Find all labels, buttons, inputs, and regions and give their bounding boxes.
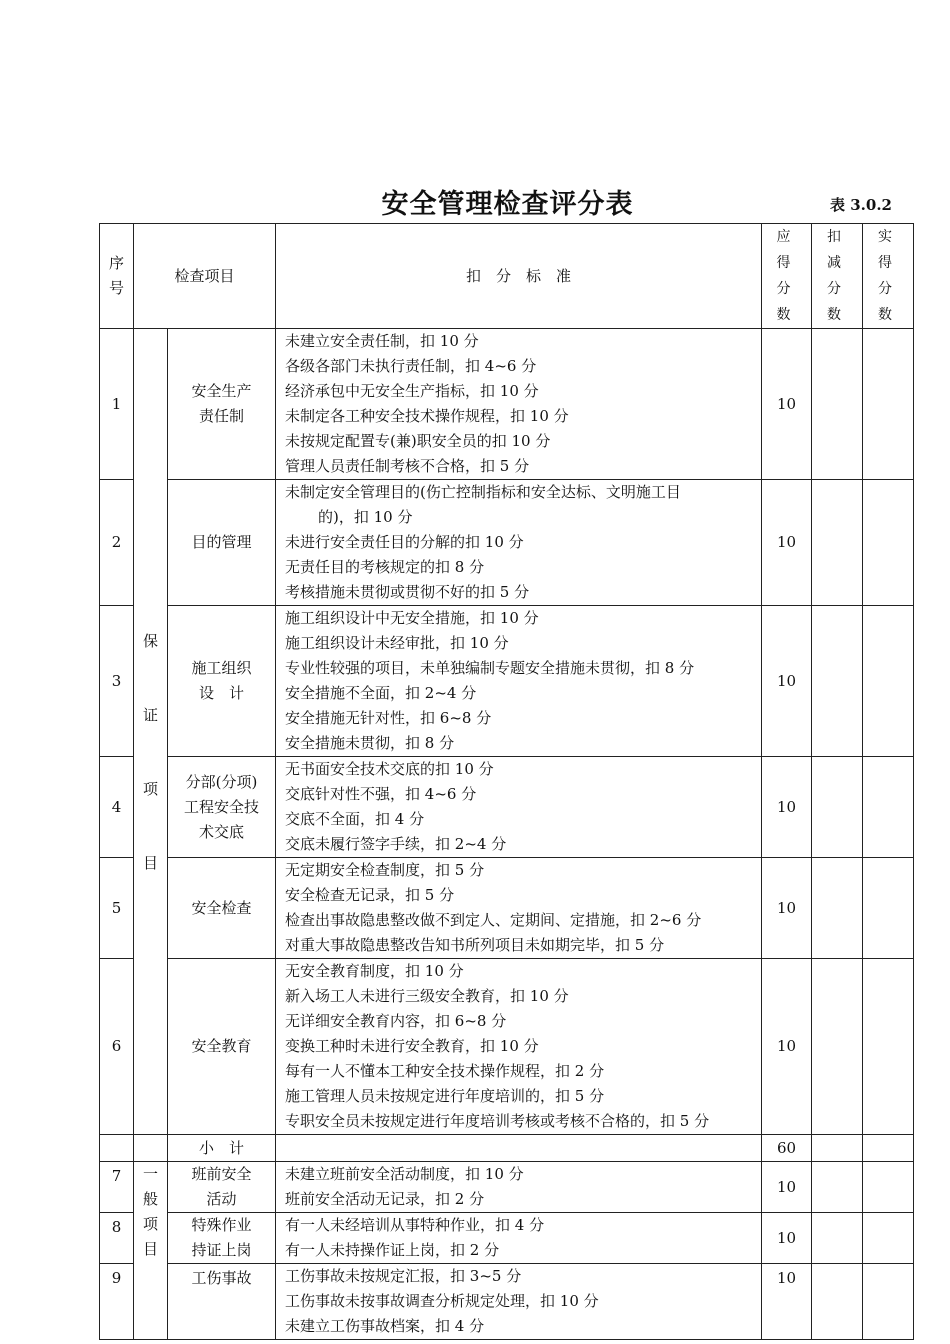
document-title: 安全管理检查评分表: [381, 189, 634, 220]
subtotal-criteria-cell: [276, 1135, 762, 1162]
subtotal-row: [100, 1135, 914, 1162]
table-row: [100, 1162, 914, 1213]
row-criteria: 无安全教育制度，扣 10 分 新入场工人未进行三级安全教育，扣 10 分 无详细安全教育内容，扣 6~8 分 变换工种时未进行安全教育，扣 10 分 每有一人不懂本工种安全技术操作规程，扣 2 分 施工管理人员未按规定进行年度培训的，扣 5 分 专职安全员未按规定进行年度培训考核或考核不合格的，扣 5 分: [276, 959, 762, 1135]
scoring-table: [99, 223, 914, 1340]
row-actual-cell[interactable]: [863, 959, 914, 1135]
row-score: 10: [762, 858, 812, 959]
row-deduct-cell[interactable]: [812, 757, 863, 858]
category-guarantee: 保 证 项 目: [134, 329, 168, 1135]
row-score: 10: [762, 1264, 812, 1340]
header-item: 检查项目: [134, 224, 276, 329]
table-row: [100, 606, 914, 757]
row-criteria: 未建立安全责任制，扣 10 分 各级各部门未执行责任制，扣 4~6 分 经济承包中无安全生产指标，扣 10 分 未制定各工种安全技术操作规程，扣 10 分 未按规定配置专(兼)职安全员的扣 10 分 管理人员责任制考核不合格，扣 5 分: [276, 329, 762, 480]
row-score: 10: [762, 1162, 812, 1213]
row-item: 分部(分项) 工程安全技 术交底: [168, 757, 276, 858]
row-deduct-cell[interactable]: [812, 1264, 863, 1340]
row-deduct-cell[interactable]: [812, 329, 863, 480]
table-row: [100, 329, 914, 480]
row-actual-cell[interactable]: [863, 1264, 914, 1340]
row-item: 施工组织 设 计: [168, 606, 276, 757]
row-deduct-cell[interactable]: [812, 1162, 863, 1213]
header-row: [100, 224, 914, 329]
row-item: 安全教育: [168, 959, 276, 1135]
row-item: 工伤事故: [168, 1264, 276, 1340]
row-actual-cell[interactable]: [863, 757, 914, 858]
row-criteria: 无书面安全技术交底的扣 10 分 交底针对性不强，扣 4~6 分 交底不全面，扣 4 分 交底未履行签字手续，扣 2~4 分: [276, 757, 762, 858]
row-deduct-cell[interactable]: [812, 480, 863, 606]
row-criteria: 有一人未经培训从事特种作业，扣 4 分 有一人未持操作证上岗，扣 2 分: [276, 1213, 762, 1264]
table-row: [100, 757, 914, 858]
subtotal-deduct-cell[interactable]: [812, 1135, 863, 1162]
row-item: 特殊作业 持证上岗: [168, 1213, 276, 1264]
row-item: 安全生产 责任制: [168, 329, 276, 480]
row-criteria: 未制定安全管理目的(伤亡控制指标和安全达标、文明施工目 的)，扣 10 分 未进行安全责任目的分解的扣 10 分 无责任目的考核规定的扣 8 分 考核措施未贯彻或贯彻不好的扣 5 分: [276, 480, 762, 606]
header-deduct-score: 扣 减 分 数: [812, 224, 863, 329]
table-row: [100, 959, 914, 1135]
row-criteria: 未建立班前安全活动制度，扣 10 分 班前安全活动无记录，扣 2 分: [276, 1162, 762, 1213]
row-actual-cell[interactable]: [863, 329, 914, 480]
row-actual-cell[interactable]: [863, 480, 914, 606]
row-deduct-cell[interactable]: [812, 959, 863, 1135]
header-seq: 序 号: [100, 224, 134, 329]
table-row: [100, 858, 914, 959]
subtotal-category-cell: [134, 1135, 168, 1162]
row-seq: 7: [100, 1162, 134, 1213]
row-score: 10: [762, 606, 812, 757]
row-deduct-cell[interactable]: [812, 606, 863, 757]
row-seq: 5: [100, 858, 134, 959]
subtotal-label: 小 计: [168, 1135, 276, 1162]
row-item: 班前安全 活动: [168, 1162, 276, 1213]
row-criteria: 无定期安全检查制度，扣 5 分 安全检查无记录，扣 5 分 检查出事故隐患整改做不到定人、定期间、定措施，扣 2~6 分 对重大事故隐患整改告知书所列项目未如期完毕，扣 5 分: [276, 858, 762, 959]
row-actual-cell[interactable]: [863, 1213, 914, 1264]
row-score: 10: [762, 959, 812, 1135]
row-actual-cell[interactable]: [863, 606, 914, 757]
table-row: [100, 480, 914, 606]
table-row: [100, 1213, 914, 1264]
subtotal-seq-cell: [100, 1135, 134, 1162]
subtotal-actual-cell[interactable]: [863, 1135, 914, 1162]
row-score: 10: [762, 329, 812, 480]
row-seq: 3: [100, 606, 134, 757]
header-criteria: 扣 分 标 准: [276, 224, 762, 329]
row-deduct-cell[interactable]: [812, 1213, 863, 1264]
table-number: 表 3.0.2: [830, 196, 892, 214]
row-score: 10: [762, 757, 812, 858]
row-item: 安全检查: [168, 858, 276, 959]
row-criteria: 施工组织设计中无安全措施，扣 10 分 施工组织设计未经审批，扣 10 分 专业性较强的项目，未单独编制专题安全措施未贯彻，扣 8 分 安全措施不全面，扣 2~4 分 安全措施无针对性，扣 6~8 分 安全措施未贯彻，扣 8 分: [276, 606, 762, 757]
row-seq: 6: [100, 959, 134, 1135]
category-general: 一 般 项 目: [134, 1162, 168, 1340]
row-criteria: 工伤事故未按规定汇报，扣 3~5 分 工伤事故未按事故调查分析规定处理，扣 10 分 未建立工伤事故档案，扣 4 分: [276, 1264, 762, 1340]
row-seq: 9: [100, 1264, 134, 1340]
row-deduct-cell[interactable]: [812, 858, 863, 959]
table-row: [100, 1264, 914, 1340]
row-seq: 8: [100, 1213, 134, 1264]
header-actual-score: 实 得 分 数: [863, 224, 914, 329]
row-seq: 4: [100, 757, 134, 858]
row-score: 10: [762, 1213, 812, 1264]
header-should-score: 应 得 分 数: [762, 224, 812, 329]
row-seq: 1: [100, 329, 134, 480]
row-actual-cell[interactable]: [863, 1162, 914, 1213]
row-score: 10: [762, 480, 812, 606]
subtotal-score: 60: [762, 1135, 812, 1162]
row-actual-cell[interactable]: [863, 858, 914, 959]
row-item: 目的管理: [168, 480, 276, 606]
row-seq: 2: [100, 480, 134, 606]
